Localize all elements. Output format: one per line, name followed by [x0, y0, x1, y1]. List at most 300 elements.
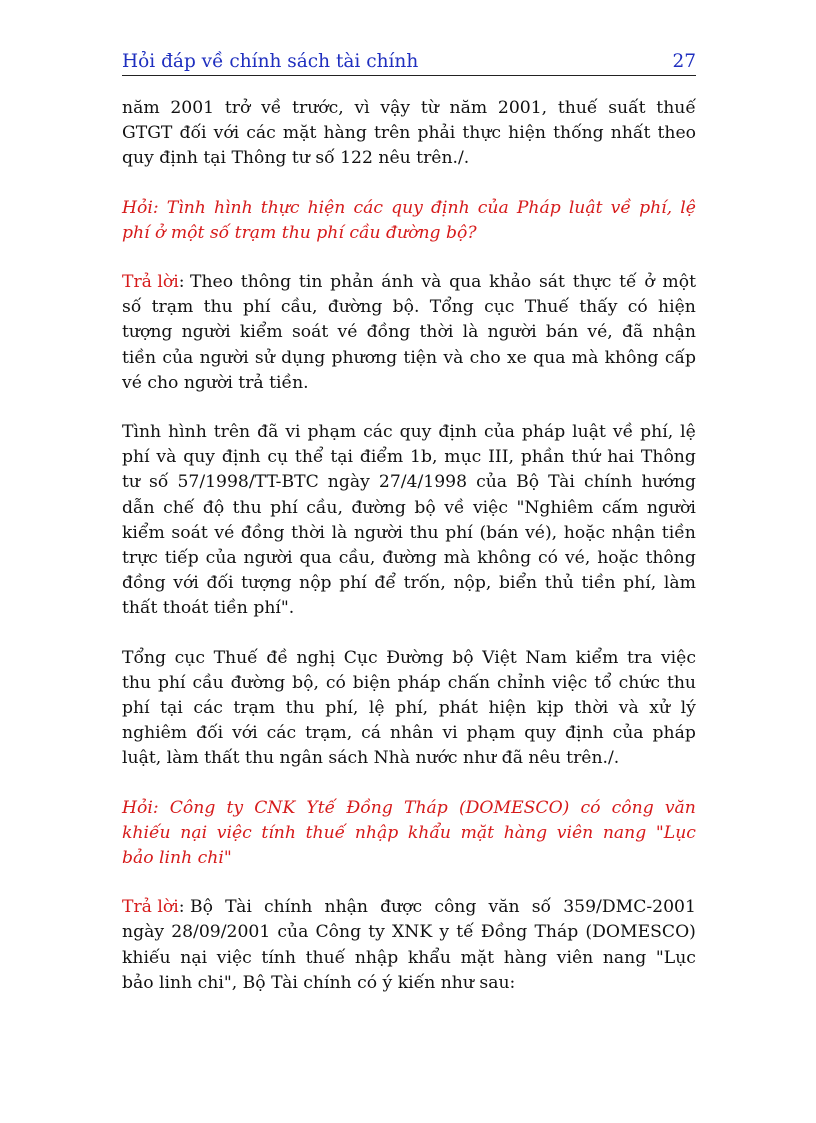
word: thu [666, 672, 696, 693]
answer-paragraph [122, 895, 696, 996]
word: ở [644, 272, 655, 293]
word: vé, [564, 548, 591, 569]
word: người [199, 347, 249, 368]
text-line [122, 796, 696, 821]
word: nang [602, 947, 647, 968]
word: vé), [525, 522, 558, 543]
word: vì [354, 98, 370, 118]
word: đồng [366, 322, 411, 343]
word: thủ [544, 573, 574, 594]
word: phí [122, 447, 150, 468]
word: hiện [508, 123, 546, 144]
word: qua [449, 272, 482, 293]
word: mặt [460, 947, 495, 968]
word: bộ [414, 497, 436, 518]
word: việc [660, 647, 696, 668]
body-paragraph [122, 646, 696, 772]
word: số [531, 897, 552, 918]
word: hai [607, 447, 635, 468]
word: vé cho người trả tiền. [122, 372, 309, 393]
answer-label: Trả lời: Bộ [122, 897, 213, 918]
word: văn [488, 897, 520, 918]
word: mặt [460, 822, 495, 843]
word: Tình [122, 422, 162, 443]
running-header [122, 49, 696, 76]
word: đối [206, 573, 234, 594]
word: trạm, [305, 723, 353, 744]
document-body [122, 96, 696, 1020]
word: người [646, 497, 696, 518]
word: phí, [640, 422, 674, 443]
word: các [353, 197, 383, 218]
text-line [122, 270, 696, 295]
word: chấn [447, 672, 491, 693]
word: sử [254, 347, 275, 368]
word: năm [122, 98, 160, 118]
word: có [538, 548, 559, 569]
word: đường [351, 497, 406, 518]
word: định [431, 197, 470, 218]
word: hàng [323, 123, 367, 144]
word: tượng [122, 322, 173, 343]
word: Tháp [404, 797, 448, 818]
question-paragraph [122, 796, 696, 872]
word: của [162, 347, 194, 368]
word: Công [315, 922, 362, 943]
word: thu [409, 522, 439, 543]
word: người [181, 322, 231, 343]
word: định [221, 447, 261, 468]
word: người [353, 522, 403, 543]
word: quy [524, 723, 557, 744]
word: thông [645, 548, 696, 569]
word: luật [568, 197, 603, 218]
word: phạm [466, 723, 516, 744]
word: y [439, 922, 450, 943]
word: thời [574, 698, 609, 719]
word: Bộ [516, 472, 540, 493]
word: phạm [307, 422, 357, 443]
word: không [477, 548, 532, 569]
word: theo [657, 123, 696, 144]
word: pháp [397, 672, 441, 693]
word: hiện [488, 698, 527, 719]
word: hiện [307, 197, 346, 218]
text-line [122, 346, 696, 371]
word: trạm [233, 698, 276, 719]
word: sát [538, 272, 565, 293]
word: tiện [403, 347, 438, 368]
answer-paragraph [122, 270, 696, 396]
word: vé, [587, 322, 613, 343]
word: vậy [380, 98, 411, 118]
word: nộp, [453, 573, 492, 594]
text-line [122, 721, 696, 746]
word: phí [270, 497, 298, 518]
word: nhận [652, 322, 696, 343]
word: pháp [521, 422, 566, 443]
word: ánh [381, 272, 414, 293]
word: mặt [282, 123, 317, 144]
word: soát [291, 322, 329, 343]
word: số [122, 297, 142, 318]
word: đối [179, 123, 207, 144]
word: phải [417, 123, 456, 144]
word: CNK [254, 797, 296, 818]
word: mà [443, 548, 471, 569]
word: việc [552, 672, 588, 693]
word: và [421, 272, 442, 293]
word: "Nghiêm [516, 497, 594, 518]
word: các [193, 698, 223, 719]
text-line [122, 295, 696, 320]
word: về [261, 98, 282, 118]
word: lệ [680, 197, 696, 218]
text-line [122, 221, 696, 246]
question-paragraph [122, 196, 696, 246]
word: 1b, [410, 447, 438, 468]
word: làm [663, 573, 696, 594]
word: nhất [610, 123, 651, 144]
word: khảo [489, 272, 532, 293]
word: tượng [241, 573, 292, 594]
word: vi [285, 422, 301, 443]
word: Thuế [524, 297, 569, 318]
word: Tình [166, 197, 206, 218]
word: hình [213, 197, 253, 218]
word: thuế [305, 947, 346, 968]
word: lệ [680, 422, 696, 443]
word: thuế [656, 98, 696, 118]
word: cầu, [306, 497, 343, 518]
word: khiếu [122, 822, 171, 843]
word: nhập [354, 947, 399, 968]
word: tiền [661, 522, 696, 543]
word: kiểm [122, 522, 165, 543]
word: tại [330, 447, 353, 468]
word: độ [202, 497, 225, 518]
word: tiếp [164, 548, 199, 569]
word: và [156, 447, 177, 468]
word: của [277, 922, 309, 943]
word: thất thoát tiền phí". [122, 598, 295, 619]
word: trước, [292, 98, 344, 118]
word: lệ [368, 698, 385, 719]
word: chỉnh [497, 672, 546, 693]
word: của [477, 197, 509, 218]
word: nang [602, 822, 647, 843]
word: biện [352, 672, 391, 693]
word: của [483, 422, 515, 443]
word: lý [680, 698, 696, 719]
word: phí [242, 297, 271, 318]
word: khiếu [122, 947, 171, 968]
word: để [374, 573, 396, 594]
word: ngày [327, 472, 370, 493]
text-line [122, 646, 696, 671]
word: vé [214, 522, 235, 543]
word: kiểm [239, 322, 283, 343]
word: được [380, 897, 423, 918]
word: phí [157, 672, 186, 693]
word: biển [498, 573, 538, 594]
word: cấm [601, 497, 639, 518]
word: và [618, 698, 639, 719]
word: năm [449, 98, 488, 118]
word: Việt [482, 647, 517, 668]
text-line [122, 920, 696, 945]
word: mục [444, 447, 482, 468]
word: phí [339, 573, 367, 594]
word: thu [285, 698, 315, 719]
word: có [325, 672, 346, 693]
word: "Lục [655, 947, 696, 968]
text-line [122, 445, 696, 470]
word: phí [122, 698, 150, 719]
word: cầu, [338, 548, 376, 569]
word: cho [469, 347, 501, 368]
word: ty [226, 797, 244, 818]
word: qua [533, 347, 566, 368]
word: bảo linh chi", Bộ Tài chính có ý kiến như sau: [122, 972, 516, 993]
text-line [122, 320, 696, 345]
word: tổ [594, 672, 612, 693]
word: phí, [623, 573, 657, 594]
word: vé [337, 322, 358, 343]
word: tiền [581, 573, 616, 594]
word: 28/09/2001 [171, 922, 271, 943]
text-line [122, 846, 696, 871]
word: mà [571, 347, 599, 368]
word: 2001 [170, 98, 215, 118]
word: phí, [639, 197, 673, 218]
word: Tổng [429, 297, 474, 318]
word: Thuế [213, 647, 258, 668]
text-line [122, 420, 696, 445]
word: các [266, 723, 297, 744]
word: việc [472, 497, 508, 518]
word: luật [572, 422, 606, 443]
word: với [173, 573, 199, 594]
word: một [662, 272, 696, 293]
word: là [331, 522, 348, 543]
word: tại [160, 698, 183, 719]
word: xử [649, 698, 671, 719]
word: điểm [359, 447, 404, 468]
word: tin [298, 272, 323, 293]
answer-label-text: Trả lời [122, 897, 179, 918]
word: kiểm [575, 647, 619, 668]
word: dẫn [122, 497, 155, 518]
word: văn [664, 797, 696, 818]
word: đồng [240, 522, 285, 543]
word: đã [622, 322, 644, 343]
word: của [205, 548, 237, 569]
word: Hỏi: [122, 797, 159, 818]
word: chức [618, 672, 661, 693]
word: thực [462, 123, 502, 144]
word: qua [299, 548, 332, 569]
text-line [122, 470, 696, 495]
word: pháp [652, 723, 696, 744]
word: có [627, 297, 648, 318]
word: hàng [503, 822, 548, 843]
word: III, [488, 447, 514, 468]
word: đã [257, 422, 279, 443]
word: phí, [395, 698, 429, 719]
word: thứ [571, 447, 601, 468]
text-line [122, 571, 696, 596]
word: Đồng [346, 797, 393, 818]
word: các [246, 123, 276, 144]
word: 2001, [497, 98, 548, 118]
word: Thông [640, 447, 696, 468]
word: nghiêm [122, 723, 188, 744]
word: Công [169, 797, 216, 818]
body-paragraph [122, 96, 696, 172]
text-line [122, 146, 696, 171]
word: vi [442, 723, 458, 744]
word: công [611, 797, 654, 818]
word: từ [420, 98, 439, 118]
word: dụng [281, 347, 326, 368]
word: "Lục [655, 822, 696, 843]
text-line [122, 971, 696, 996]
word: nộp [299, 573, 332, 594]
word: thông [240, 272, 292, 293]
word: trực [122, 548, 158, 569]
word: chính [583, 472, 633, 493]
word: công [434, 897, 477, 918]
word: thuế [557, 98, 598, 118]
word: viên [556, 947, 594, 968]
word: với [232, 723, 258, 744]
word: tra [627, 647, 653, 668]
word: tư [122, 472, 140, 493]
word: đường [382, 548, 437, 569]
word: quy [391, 197, 423, 218]
body-paragraph [122, 420, 696, 622]
word: Hỏi: [122, 197, 159, 218]
word: phương [331, 347, 398, 368]
answer-label-text: Trả lời [122, 272, 179, 293]
word: ngày [122, 922, 165, 943]
word: Pháp [516, 197, 561, 218]
word: hoặc [597, 548, 639, 569]
word: về [444, 497, 465, 518]
word: thời [291, 522, 325, 543]
word: Tài [548, 472, 575, 493]
word: và [443, 347, 464, 368]
word: thực [572, 272, 612, 293]
word: nại [180, 947, 208, 968]
word: viên [556, 822, 594, 843]
word: phí ở một số trạm thu phí cầu đường bộ? [122, 222, 477, 243]
word: hướng [641, 472, 696, 493]
text-line [122, 821, 696, 846]
word: (DOMESCO) [458, 797, 570, 818]
word: chính [264, 897, 313, 918]
word: trên [213, 422, 251, 443]
word: đường [327, 297, 383, 318]
word: quy [183, 447, 216, 468]
word: khẩu [407, 947, 451, 968]
word: suất [608, 98, 646, 118]
word: Đường [386, 647, 444, 668]
word: nhập [354, 822, 399, 843]
word: các [363, 422, 393, 443]
word: xe [506, 347, 527, 368]
word: nhận [324, 897, 368, 918]
text-line [122, 696, 696, 721]
word: về [610, 197, 631, 218]
word: XNK [392, 922, 433, 943]
text-line [122, 946, 696, 971]
word: là [462, 322, 479, 343]
word: đồng [122, 573, 166, 594]
word: kịp [536, 698, 564, 719]
word: Tổng [122, 647, 167, 668]
word: cầu, [280, 297, 318, 318]
word: đề [266, 647, 288, 668]
text-line [122, 521, 696, 546]
text-line [122, 546, 696, 571]
word: Tháp [534, 922, 579, 943]
word: 57/1998/TT-BTC [177, 472, 319, 493]
word: thuế [305, 822, 346, 843]
word: soát [171, 522, 208, 543]
word: 27/4/1998 [378, 472, 468, 493]
word: Ytế [306, 797, 336, 818]
text-line [122, 496, 696, 521]
word: thống [553, 123, 604, 144]
word: bộ, [292, 672, 319, 693]
word: ty [368, 922, 385, 943]
word: thu [122, 672, 152, 693]
text-line [122, 746, 696, 771]
word: người [243, 548, 293, 569]
word: định [565, 723, 604, 744]
header-title: Hỏi đáp về chính sách tài chính [122, 51, 419, 72]
word: phí, [325, 698, 359, 719]
word: việc [216, 947, 252, 968]
word: hiện [658, 297, 696, 318]
word: GTGT [122, 123, 173, 144]
word: trốn, [403, 573, 446, 594]
page-number: 27 [672, 51, 696, 72]
word: số [149, 472, 169, 493]
word: đối [196, 723, 224, 744]
word: trở [224, 98, 251, 118]
word: thể [294, 447, 324, 468]
word: phí [445, 522, 473, 543]
text-line [122, 596, 696, 621]
text-line [122, 121, 696, 146]
word: người [487, 322, 537, 343]
word: thời [419, 322, 454, 343]
word: quy [399, 422, 432, 443]
word: nại [180, 822, 208, 843]
word: tiền [122, 347, 157, 368]
word: có [580, 797, 601, 818]
word: hình [168, 422, 207, 443]
word: không [604, 347, 659, 368]
word: bán [545, 322, 579, 343]
word: cầu [192, 672, 224, 693]
word: nhân [390, 723, 434, 744]
word: Đồng [480, 922, 528, 943]
word: Nam [525, 647, 568, 668]
